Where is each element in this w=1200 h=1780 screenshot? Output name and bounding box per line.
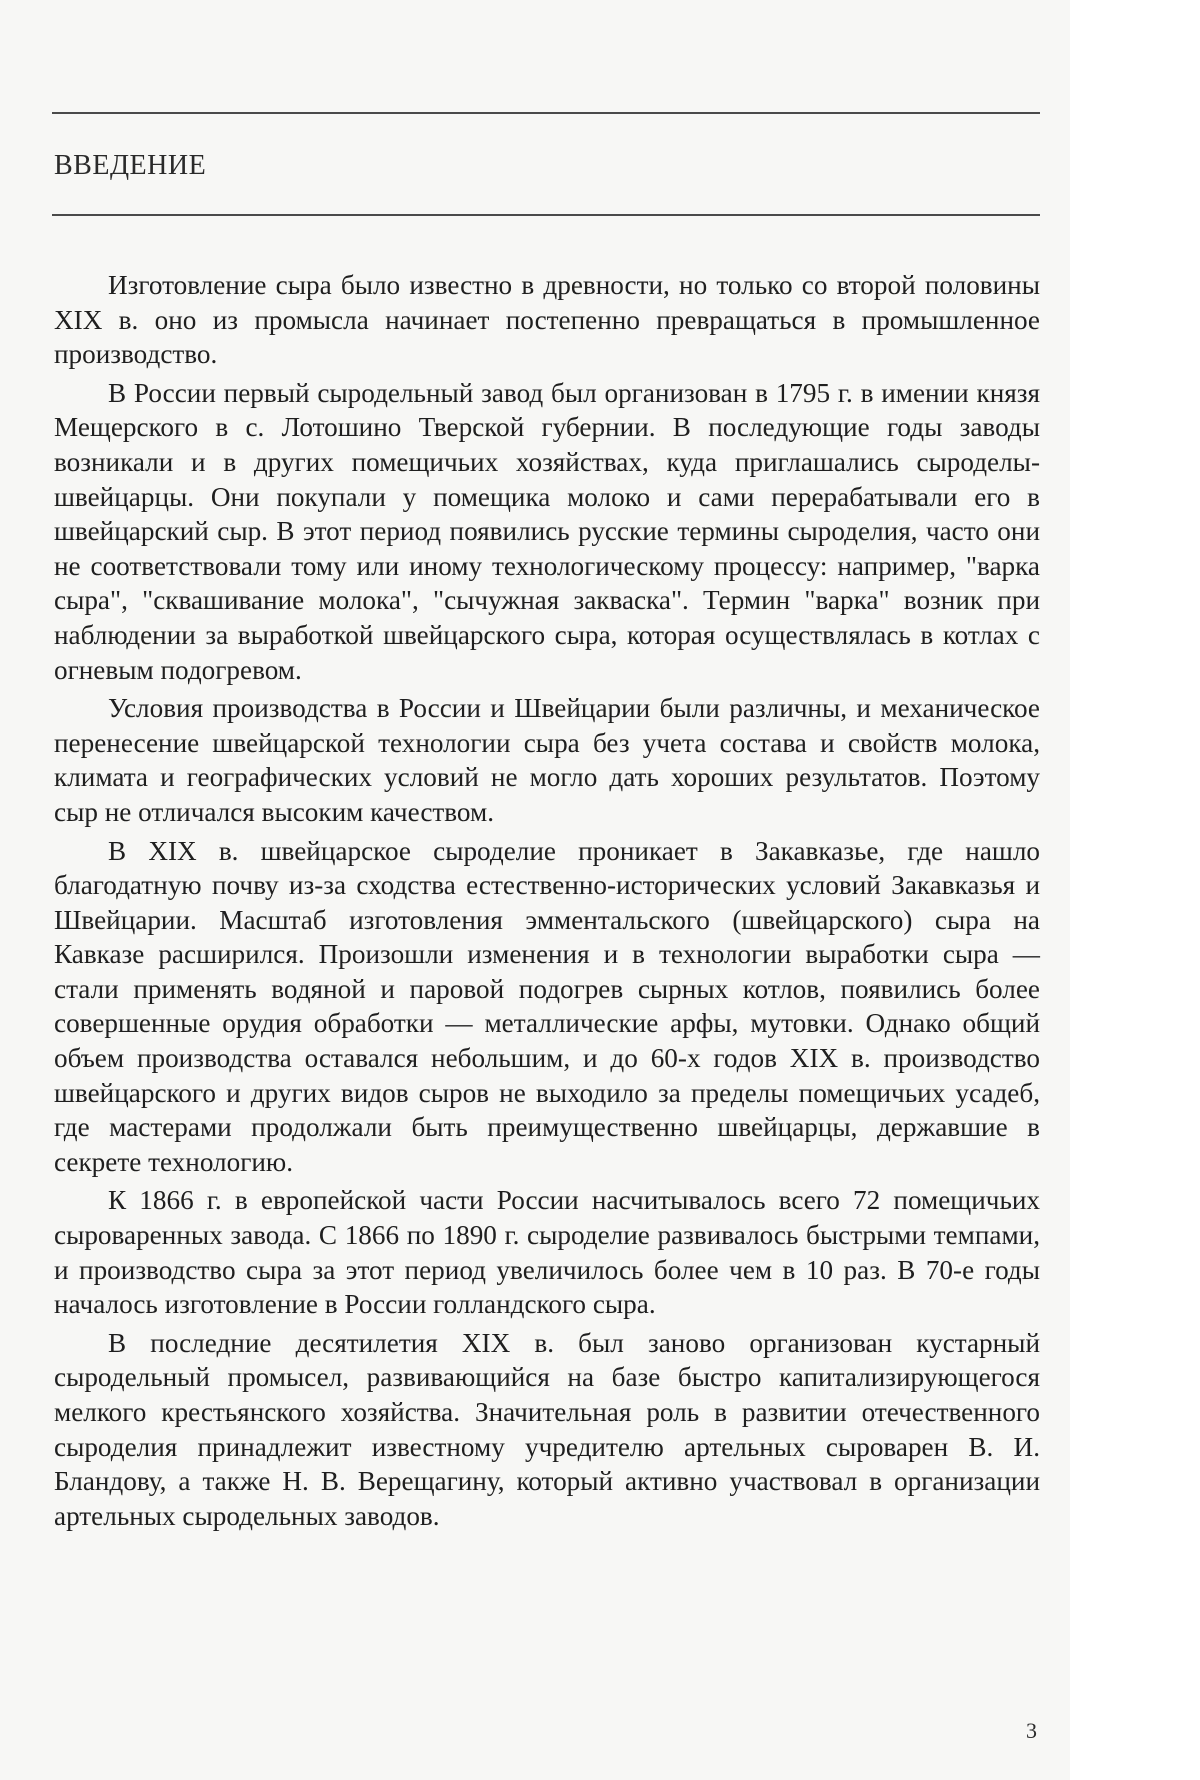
paragraph: Изготовление сыра было известно в древности, но только со второй половины XIX в. оно из промысла начинает постепенно превращаться в промышленное производство.	[54, 270, 1040, 370]
paragraph: Условия производства в России и Швейцарии были различны, и механическое перенесение швейцарской технологии сыра без учета состава и свойств молока, климата и географических условий не могло дать хороших результатов. Поэтому сыр не отличался высоким качеством.	[54, 693, 1040, 827]
paragraph: В XIX в. швейцарское сыроделие проникает в Закавказье, где нашло благодатную почву из-за сходства естественно-исторических условий Закавказья и Швейцарии. Масштаб изготовления эмментальского (швейцарского) сыра на Кавказе расширился. Произошли изменения и в технологии выработки сыра — стали применять водяной и паровой подогрев сырных котлов, появились более совершенные орудия обработки — металлические арфы, мутовки. Однако общий объем производства оставался небольшим, и до 60-х годов XIX в. производство швейцарского и других видов сыров не выходило за пределы помещичьих усадеб, где мастерами продолжали быть преимущественно швейцарцы, державшие в секрете технологию.	[54, 835, 1040, 1177]
paragraph: В последние десятилетия XIX в. был заново организован кустарный сыродельный промысел, развивающийся на базе быстро капитализирующегося мелкого крестьянского хозяйства. Значительная роль в развитии отечественного сыроделия принадлежит известному учредителю артельных сыроварен В. И. Бландову, а также Н. В. Верещагину, который активно участвовал в организации артельных сыродельных заводов.	[54, 1327, 1040, 1531]
paragraph: В России первый сыродельный завод был организован в 1795 г. в имении князя Мещерского в с. Лотошино Тверской губернии. В последующие годы заводы возникали и в других помещичьих хозяйствах, куда приглашались сыроделы-швейцарцы. Они покупали у помещика молоко и сами перерабатывали его в швейцарский сыр. В этот период появились русские термины сыроделия, часто они не соответствовали тому или иному технологическому процессу: например, "варка сыра", "сквашивание молока", "сычужная закваска". Термин "варка" возник при наблюдении за выработкой швейцарского сыра, которая осуществлялась в котлах с огневым подогревом.	[54, 377, 1040, 685]
chapter-title: ВВЕДЕНИЕ	[54, 150, 207, 181]
body-text	[54, 268, 1040, 1537]
bottom-rule	[52, 214, 1040, 216]
top-rule	[52, 112, 1040, 114]
page-number: 3	[1026, 1718, 1037, 1743]
paragraph: К 1866 г. в европейской части России насчитывалось всего 72 помещичьих сыроваренных завода. С 1866 по 1890 г. сыроделие развивалось быстрыми темпами, и производство сыра за этот период увеличилось более чем в 10 раз. В 70-е годы началось изготовление в России голландского сыра.	[54, 1185, 1040, 1320]
